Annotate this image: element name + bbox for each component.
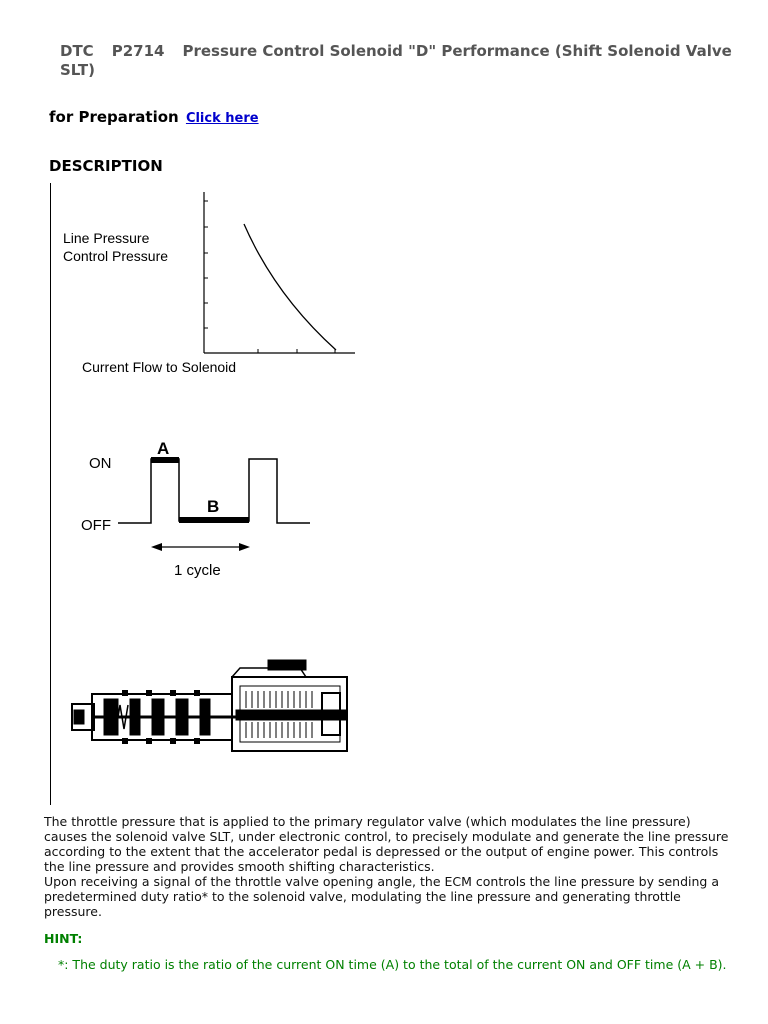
pressure-curve <box>244 224 336 350</box>
cycle-arrow-right-head <box>239 543 250 551</box>
label-off: OFF <box>81 517 111 534</box>
hint-label: HINT: <box>44 931 83 946</box>
duty-cycle-diagram <box>81 439 310 579</box>
label-on: ON <box>89 455 112 472</box>
graph-xlabel: Current Flow to Solenoid <box>82 359 237 375</box>
off-period-b-bar <box>179 517 249 523</box>
graph-ylabel-line2: Control Pressure <box>63 248 169 264</box>
dtc-title-text: Pressure Control Solenoid "D" Performance (Shift Solenoid Valve SLT) <box>60 42 732 79</box>
hint-note: *: The duty ratio is the ratio of the current ON time (A) to the total of the current ON and OFF time (A + B). <box>58 957 727 972</box>
cycle-arrow-left-head <box>151 543 162 551</box>
dtc-label: DTC <box>60 42 94 60</box>
solenoid-valve-drawing <box>72 660 347 751</box>
pressure-graph <box>63 192 355 375</box>
preparation-label: for Preparation <box>49 108 179 126</box>
description-paragraph-1: The throttle pressure that is applied to the primary regulator valve (which modulates the line pressure) causes the solenoid valve SLT, under electronic control, to precisely modulate and generate the line pressure according to the extent that the accelerator pedal is depressed or the output of engine power. This controls the line pressure and provides smooth shifting characteristics. <box>44 814 729 874</box>
graph-ylabel-line1: Line Pressure <box>63 230 150 246</box>
description-text <box>44 814 734 919</box>
dtc-code: P2714 <box>111 42 165 60</box>
label-a: A <box>157 439 170 458</box>
preparation-link[interactable]: Click here <box>185 111 259 126</box>
section-heading: DESCRIPTION <box>49 157 163 175</box>
graph-y-ticks <box>204 201 208 328</box>
description-paragraph-2: Upon receiving a signal of the throttle valve opening angle, the ECM controls the line pressure by sending a predetermined duty ratio* to the solenoid valve, modulating the line pressure and generating throttle pressure. <box>44 874 719 919</box>
label-cycle: 1 cycle <box>174 562 221 579</box>
label-b: B <box>207 497 220 516</box>
